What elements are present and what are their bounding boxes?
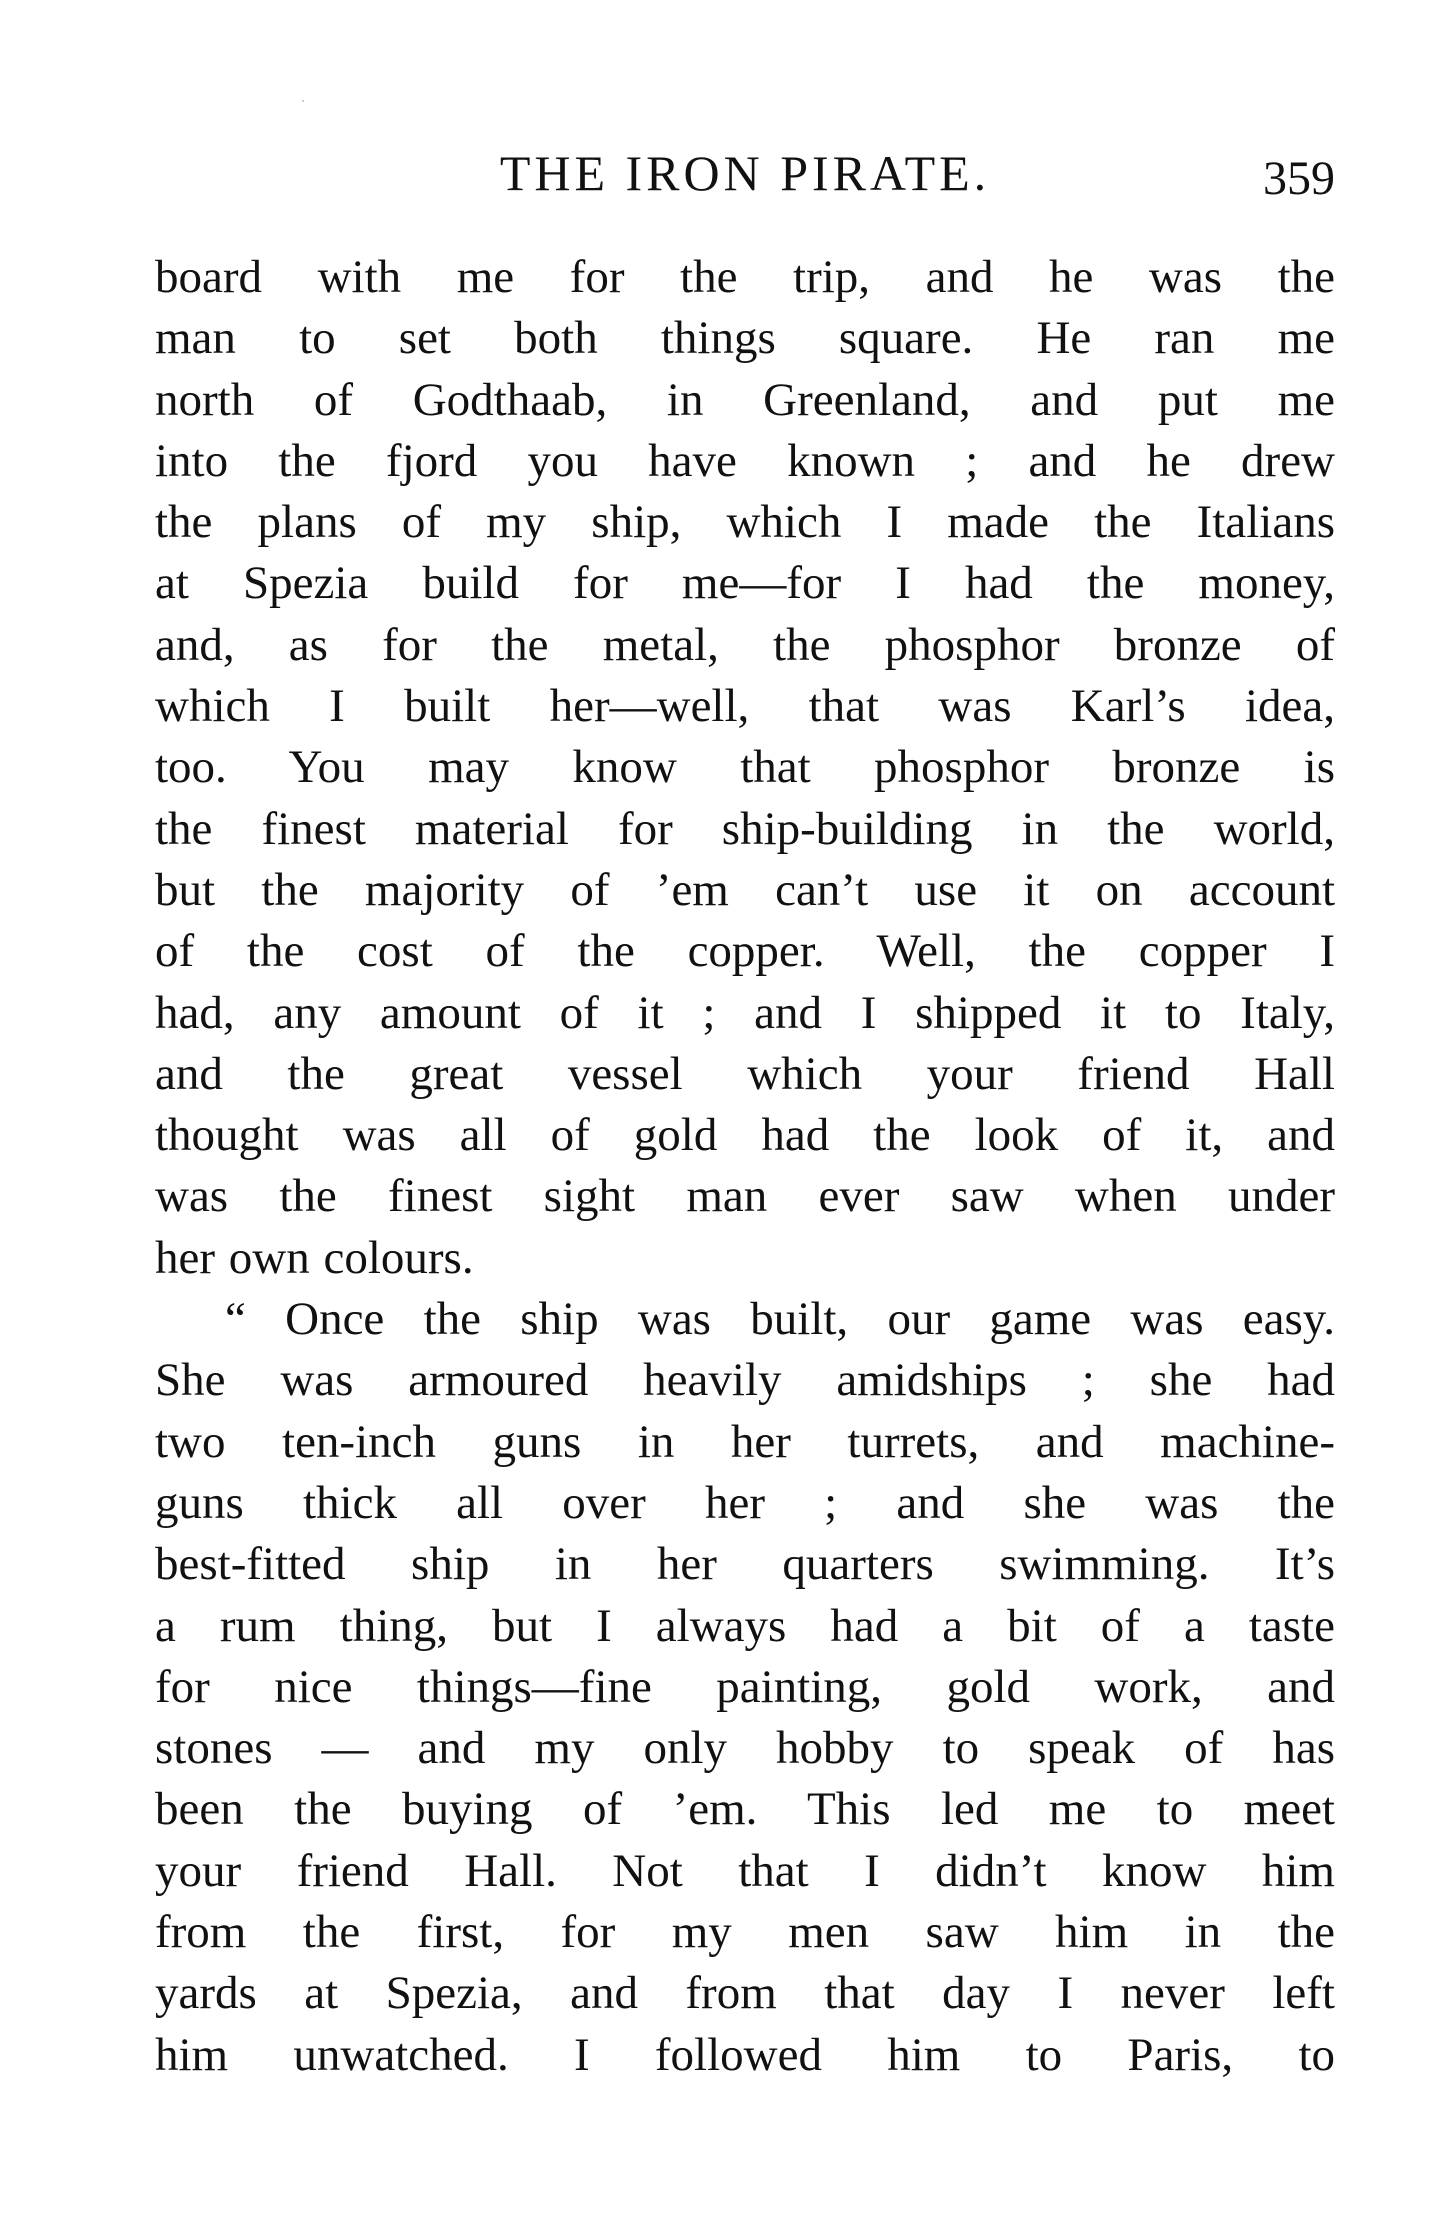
- text-line: stones — and my only hobby to speak of has: [155, 1722, 1335, 1775]
- text-line: for nice things—fine painting, gold work, and: [155, 1660, 1335, 1713]
- text-line: the finest material for ship-building in the world,: [155, 802, 1335, 855]
- text-line: was the finest sight man ever saw when under: [155, 1170, 1335, 1223]
- text-line: him unwatched. I followed him to Paris, to: [155, 2028, 1335, 2081]
- text-line: She was armoured heavily amidships ; she had: [155, 1354, 1335, 1407]
- text-line: north of Godthaab, in Greenland, and put me: [155, 373, 1335, 426]
- text-line: and the great vessel which your friend Hall: [155, 1047, 1335, 1100]
- paragraph-start-line: “ Once the ship was built, our game was easy.: [225, 1293, 1335, 1346]
- text-line: from the first, for my men saw him in the: [155, 1906, 1335, 1959]
- text-line: your friend Hall. Not that I didn’t know him: [155, 1844, 1335, 1897]
- page-speck: [302, 100, 304, 102]
- running-title: THE IRON PIRATE.: [499, 145, 991, 201]
- text-line: the plans of my ship, which I made the Italians: [155, 496, 1335, 549]
- text-line: which I built her—well, that was Karl’s idea,: [155, 680, 1335, 733]
- text-line: and, as for the metal, the phosphor bronze of: [155, 618, 1335, 671]
- text-line: guns thick all over her ; and she was the: [155, 1476, 1335, 1529]
- page-header: [155, 138, 1335, 208]
- text-line: at Spezia build for me—for I had the money,: [155, 557, 1335, 610]
- text-line: of the cost of the copper. Well, the copper I: [155, 925, 1335, 978]
- text-line: thought was all of gold had the look of it, and: [155, 1109, 1335, 1162]
- text-line: board with me for the trip, and he was the: [155, 251, 1335, 303]
- text-line: two ten-inch guns in her turrets, and machine-: [155, 1415, 1335, 1468]
- body-text: [155, 247, 1335, 2086]
- text-line: best-fitted ship in her quarters swimming. It’s: [155, 1538, 1335, 1591]
- text-line: had, any amount of it ; and I shipped it to Italy,: [155, 986, 1335, 1039]
- text-line: too. You may know that phosphor bronze is: [155, 741, 1335, 794]
- text-line: but the majority of ’em can’t use it on account: [155, 863, 1335, 916]
- text-line: into the fjord you have known ; and he drew: [155, 434, 1335, 487]
- text-line: been the buying of ’em. This led me to meet: [155, 1783, 1335, 1836]
- paragraph-end-line: her own colours.: [155, 1231, 474, 1284]
- text-line: yards at Spezia, and from that day I never left: [155, 1967, 1335, 2020]
- text-line: a rum thing, but I always had a bit of a taste: [155, 1599, 1335, 1652]
- page-number: 359: [1263, 152, 1335, 205]
- text-line: man to set both things square. He ran me: [155, 312, 1335, 365]
